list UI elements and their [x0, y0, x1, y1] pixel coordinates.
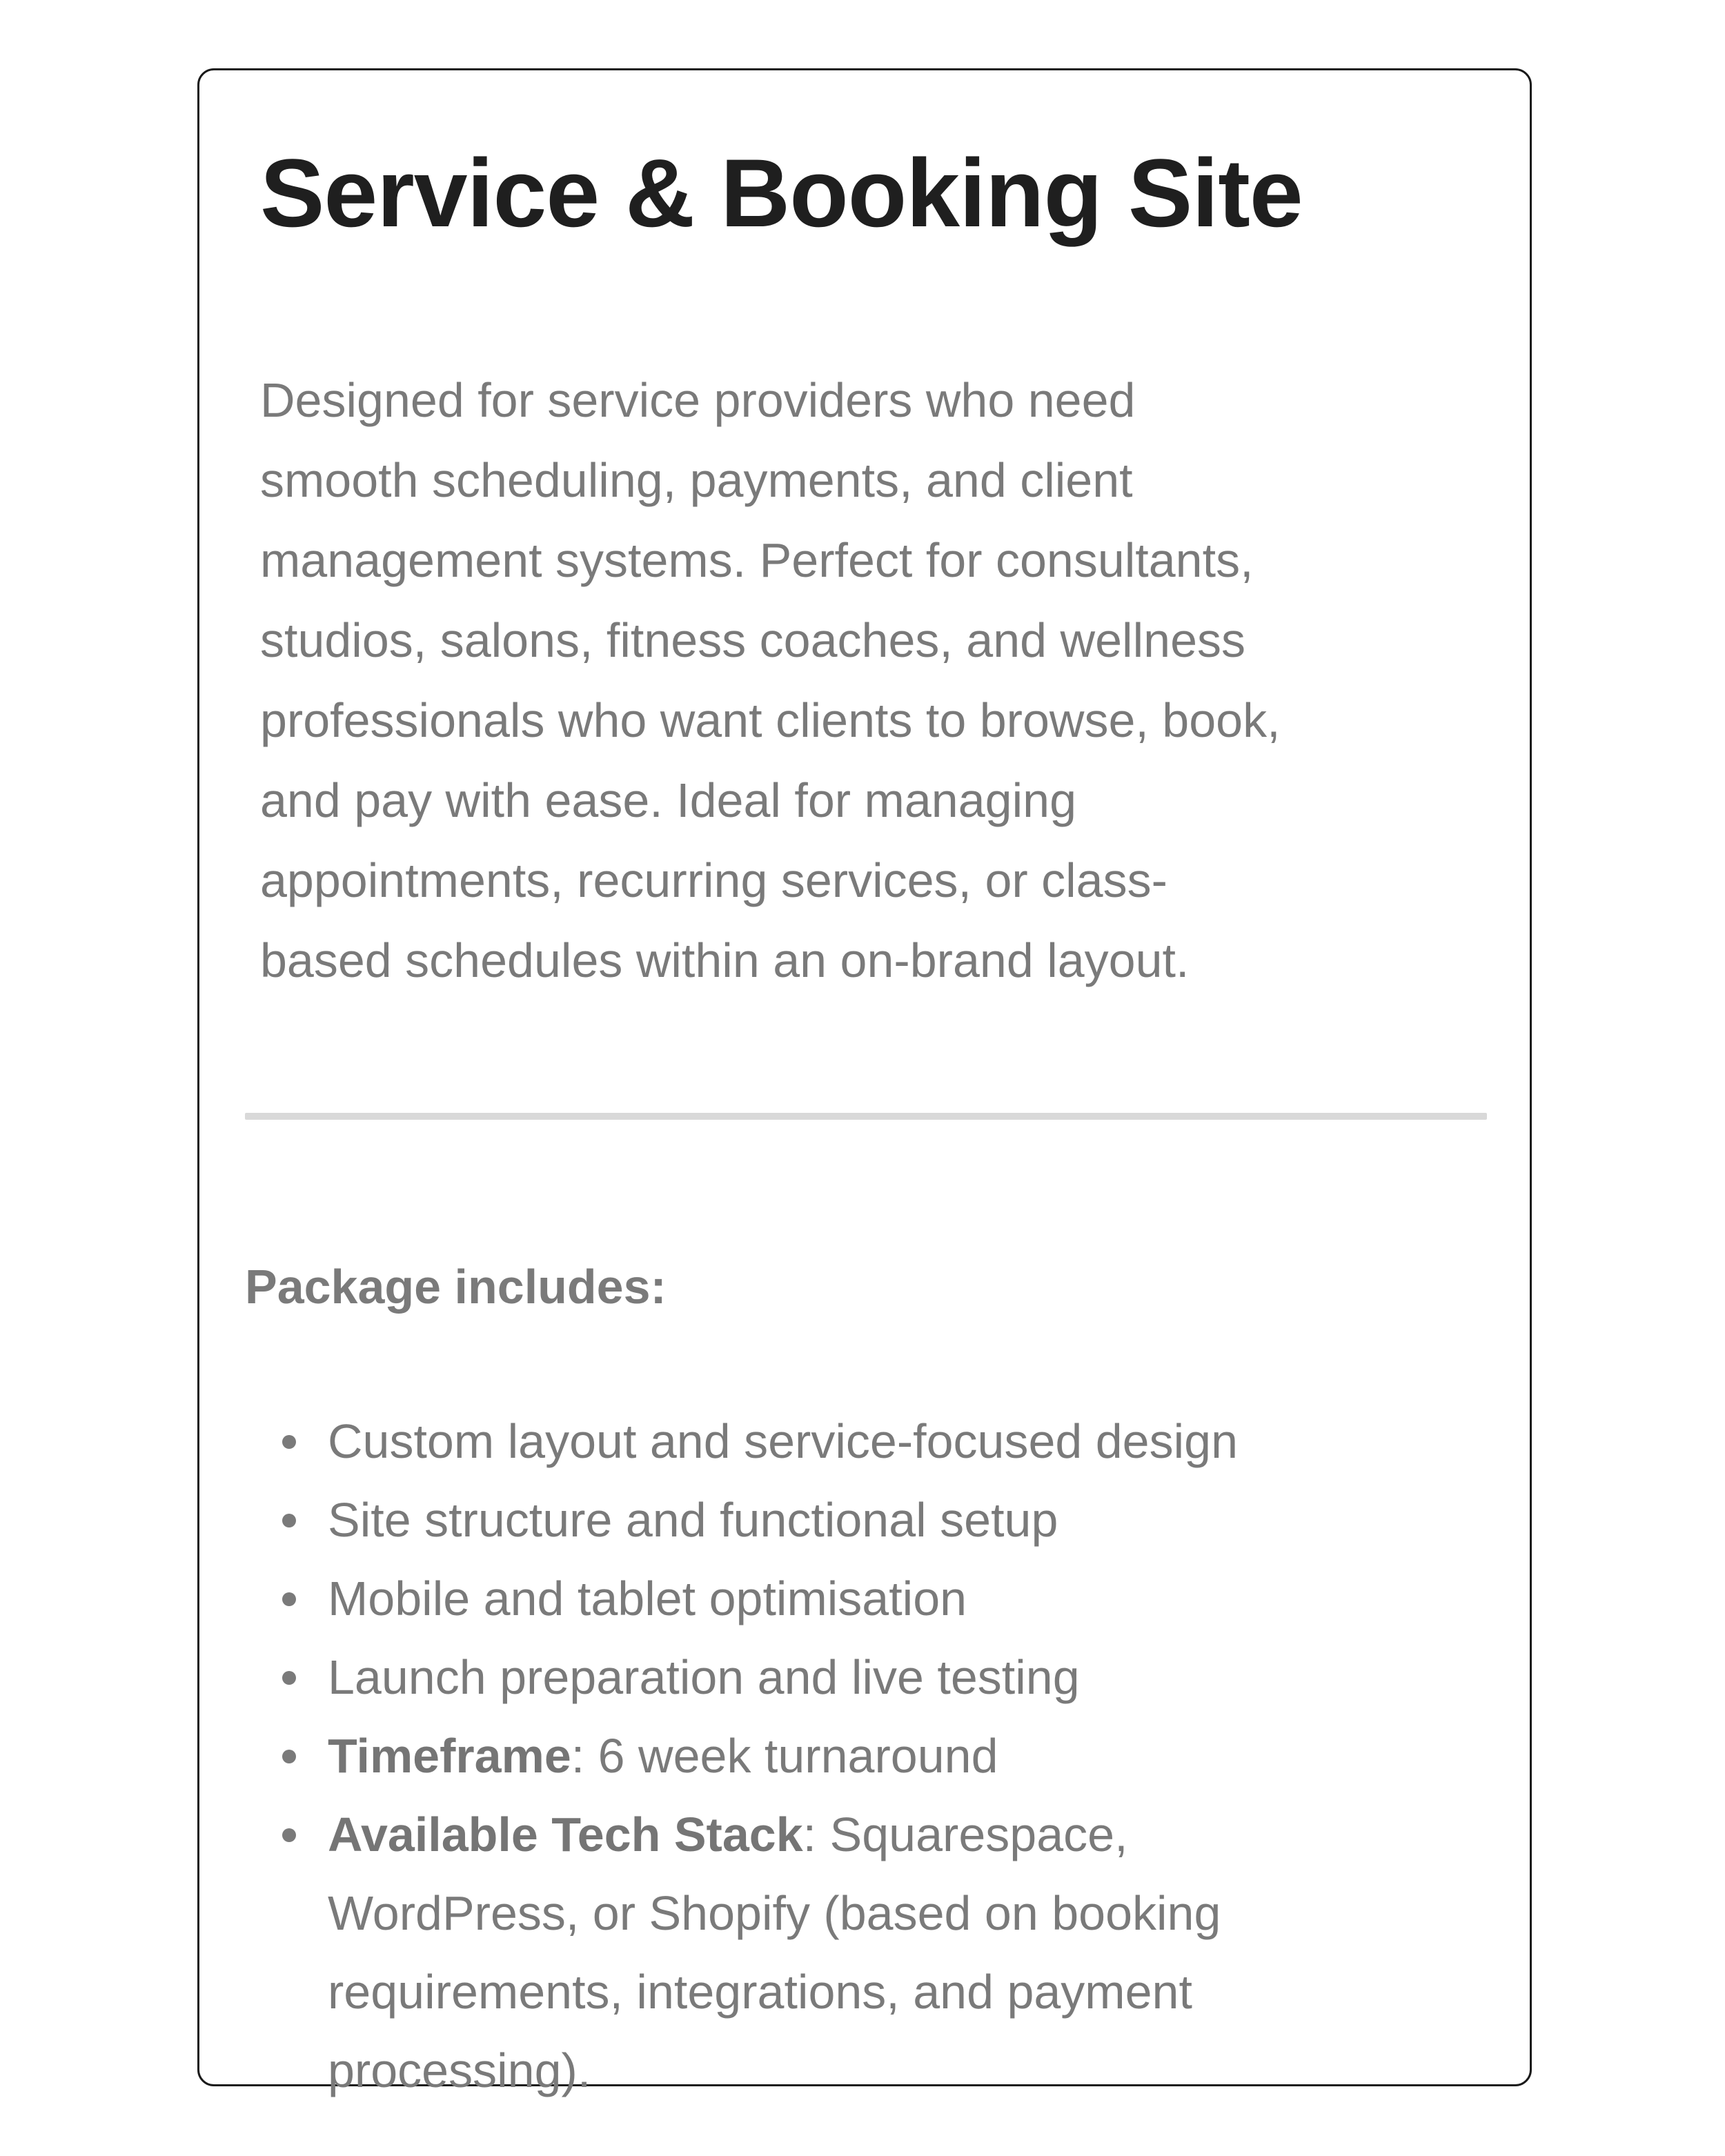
list-item-text: Launch preparation and live testing	[328, 1650, 1080, 1704]
list-item	[245, 1638, 1473, 1717]
tech-stack-line: WordPress, or Shopify (based on booking	[328, 1886, 1221, 1940]
tech-stack-line: processing).	[328, 2044, 591, 2097]
list-item-text: Site structure and functional setup	[328, 1493, 1058, 1547]
list-item-text: Mobile and tablet optimisation	[328, 1572, 967, 1625]
description-line: appointments, recurring services, or class-	[260, 853, 1167, 907]
description-line: smooth scheduling, payments, and client	[260, 453, 1133, 507]
bullet-icon	[282, 1828, 296, 1842]
card-description	[260, 360, 1447, 1000]
timeframe-label: Timeframe	[328, 1729, 571, 1783]
description-line: management systems. Perfect for consultants,	[260, 533, 1254, 587]
list-item	[245, 1402, 1473, 1481]
section-divider	[245, 1113, 1487, 1120]
bullet-icon	[282, 1514, 296, 1527]
timeframe-value: : 6 week turnaround	[571, 1729, 998, 1783]
description-line: professionals who want clients to browse, book,	[260, 693, 1281, 747]
list-item-tech-stack	[245, 1795, 1473, 2110]
description-line: and pay with ease. Ideal for managing	[260, 773, 1076, 827]
description-line: based schedules within an on-brand layout.	[260, 933, 1190, 987]
tech-stack-value: : Squarespace,	[802, 1808, 1128, 1861]
package-list	[245, 1402, 1473, 2110]
list-item	[245, 1559, 1473, 1638]
bullet-icon	[282, 1592, 296, 1606]
package-includes-heading: Package includes:	[245, 1260, 667, 1314]
card-title: Service & Booking Site	[260, 139, 1303, 247]
list-item-timeframe	[245, 1717, 1473, 1795]
bullet-icon	[282, 1750, 296, 1763]
description-line: Designed for service providers who need	[260, 373, 1136, 427]
bullet-icon	[282, 1671, 296, 1685]
tech-stack-line: requirements, integrations, and payment	[328, 1965, 1192, 2019]
description-line: studios, salons, fitness coaches, and wellness	[260, 613, 1245, 667]
list-item	[245, 1481, 1473, 1559]
list-item-text: Custom layout and service-focused design	[328, 1414, 1239, 1468]
service-card	[197, 68, 1532, 2097]
bullet-icon	[282, 1435, 296, 1449]
tech-stack-label: Available Tech Stack	[328, 1808, 803, 1861]
